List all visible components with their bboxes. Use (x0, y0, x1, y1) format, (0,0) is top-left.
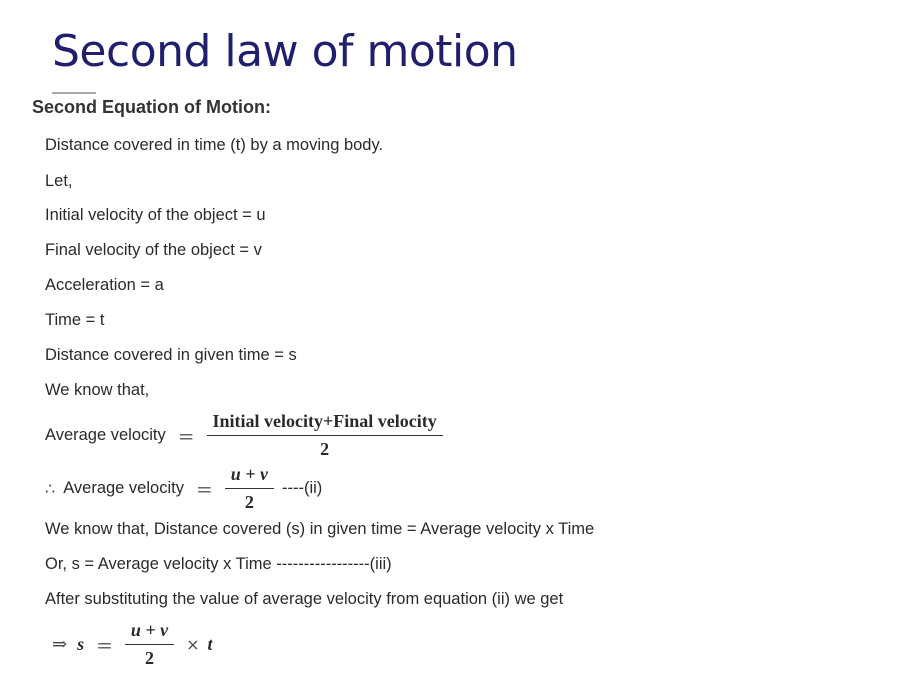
slide-title: Second law of motion (52, 26, 518, 77)
avg-eq2-numerator: u + v (225, 464, 274, 489)
text-line-distance-s: Distance covered in given time = s (45, 346, 297, 364)
average-velocity-equation (45, 411, 443, 460)
final-eq-numerator: u + v (125, 620, 174, 645)
avg-eq1-equals: = (177, 423, 195, 448)
title-underline (52, 92, 96, 94)
text-line-we-know: We know that, (45, 381, 150, 399)
avg-eq2-fraction (225, 464, 274, 513)
average-velocity-uv-equation (45, 464, 322, 513)
final-eq-fraction (125, 620, 174, 669)
avg-eq1-label: Average velocity (45, 426, 166, 444)
final-eq-rhs: t (207, 634, 213, 654)
text-line-let: Let, (45, 172, 73, 190)
text-line-acceleration: Acceleration = a (45, 276, 164, 294)
avg-eq1-denominator: 2 (320, 439, 330, 459)
text-line-time: Time = t (45, 311, 105, 329)
text-line-final-velocity: Final velocity of the object = v (45, 241, 262, 259)
therefore-symbol: ∴ (45, 479, 56, 498)
final-eq-lhs: s (77, 634, 85, 654)
final-eq-equals: = (96, 632, 113, 657)
avg-eq1-fraction (207, 411, 443, 460)
final-eq-denominator: 2 (145, 648, 154, 668)
implies-symbol: ⇒ (52, 634, 68, 655)
final-equation (52, 620, 213, 669)
avg-eq1-numerator: Initial velocity+Final velocity (207, 411, 443, 436)
text-line-initial-velocity: Initial velocity of the object = u (45, 206, 266, 224)
avg-eq2-label: Average velocity (63, 479, 184, 497)
times-symbol: × (186, 635, 200, 654)
text-line-s-formula: Or, s = Average velocity x Time -----------------(iii) (45, 555, 392, 573)
avg-eq2-denominator: 2 (244, 492, 254, 512)
text-line-distance-formula: We know that, Distance covered (s) in given time = Average velocity x Time (45, 520, 595, 538)
section-heading: Second Equation of Motion: (32, 97, 271, 117)
text-line-distance: Distance covered in time (t) by a moving body. (45, 136, 384, 154)
equation-tag-ii: ----(ii) (281, 479, 323, 497)
text-line-substituting: After substituting the value of average velocity from equation (ii) we get (45, 590, 564, 608)
avg-eq2-equals: = (195, 476, 213, 501)
